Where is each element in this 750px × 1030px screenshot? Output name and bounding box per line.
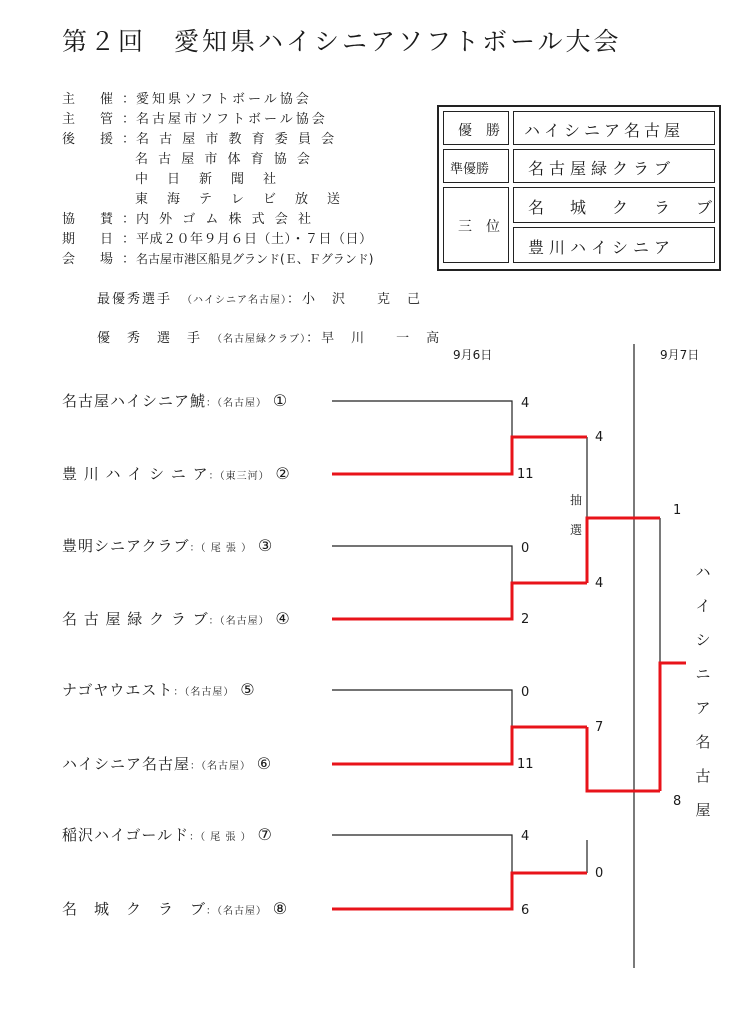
team-seed: ②	[275, 464, 291, 483]
score: 6	[521, 903, 530, 918]
team-region: ：（名古屋）	[190, 761, 252, 772]
team-name: ナゴヤウエスト	[62, 681, 174, 699]
score: 4	[521, 829, 530, 844]
score: 7	[595, 720, 604, 735]
bracket-line	[332, 690, 512, 727]
score: 4	[595, 576, 604, 591]
score: 4	[521, 396, 530, 411]
org-value: 名古屋市ソフトボール協会	[136, 112, 328, 127]
team-region: ：（ 尾 張 ）	[189, 832, 252, 843]
team-region: ：（東三河）	[208, 471, 270, 482]
score: 8	[673, 794, 682, 809]
team-row	[62, 898, 288, 919]
team-row	[62, 608, 291, 629]
score: 11	[517, 467, 534, 482]
score: 11	[517, 757, 534, 772]
team-row	[62, 463, 291, 484]
bracket-line	[332, 546, 512, 583]
third-label-cell: 三 位	[443, 187, 509, 263]
team-name: 名古屋ハイシニア鯱	[62, 392, 207, 410]
score: 0	[521, 685, 530, 700]
team-seed: ①	[272, 391, 289, 410]
date-day1: 9月6日	[453, 348, 493, 362]
organizer-row: 会 場 ：名古屋市港区船見グランド(Ｅ、Ｆグランド)	[62, 248, 373, 267]
score: 1	[673, 503, 682, 518]
runner-up-cell: 名古屋緑クラブ	[513, 149, 715, 183]
winner-path	[587, 518, 660, 583]
winner-path	[332, 727, 587, 764]
org-value: 愛知県ソフトボール協会	[136, 92, 312, 107]
winner-path	[332, 873, 587, 909]
organizer-row: 主 管 ：名古屋市ソフトボール協会	[62, 108, 328, 127]
excellent-player-row: 優 秀 選 手 （名古屋緑クラブ）：早 川 一 高	[97, 331, 442, 346]
champion-name-vertical: ハ イ シ ニ ア 名 古 屋	[695, 563, 711, 819]
team-region: ：（名古屋）	[208, 616, 270, 627]
org-key: 主 催	[62, 92, 120, 107]
org-value: 名古屋市港区船見グランド(Ｅ、Ｆグランド)	[136, 252, 374, 266]
team-row	[62, 824, 273, 845]
organizer-row: 協 賛 ：内 外 ゴ ム 株 式 会 社	[62, 208, 314, 227]
team-seed: ⑤	[240, 680, 256, 699]
score: 0	[521, 541, 530, 556]
team-row	[62, 390, 288, 411]
bracket-line	[332, 401, 512, 437]
third-cell: 名 城 ク ラ ブ	[513, 187, 715, 223]
page-title: 第２回 愛知県ハイシニアソフトボール大会	[62, 27, 622, 56]
team-region: ：（名古屋）	[173, 687, 235, 698]
team-row	[62, 679, 256, 700]
runner-up-label-cell: 準優勝	[443, 149, 509, 183]
winner-path	[660, 663, 686, 791]
team-region: ：（ 尾 張 ）	[189, 543, 253, 554]
team-seed: ③	[257, 536, 274, 555]
team-region: ：（名古屋）	[206, 398, 268, 409]
org-key: 会 場	[62, 252, 120, 267]
score: 0	[595, 866, 604, 881]
team-seed: ⑧	[272, 899, 289, 918]
org-key: 協 賛	[62, 212, 120, 227]
org-key: 期 日	[62, 232, 120, 247]
winner-cell: ハイシニア名古屋	[513, 111, 715, 145]
third-cell: 豊川ハイシニア	[513, 227, 715, 263]
team-row	[62, 753, 272, 774]
score: 2	[521, 612, 530, 627]
organizer-row: 主 催 ：愛知県ソフトボール協会	[62, 88, 312, 107]
org-value: 中 日 新 聞 社	[135, 172, 280, 187]
org-value: 名 古 屋 市 体 育 協 会	[135, 152, 313, 167]
winner-label-cell: 優 勝	[443, 111, 509, 145]
team-seed: ④	[275, 609, 291, 628]
team-row	[62, 535, 273, 556]
team-name: 豊 川 ハ イ シ ニ ア	[62, 465, 209, 483]
team-seed: ⑦	[257, 825, 273, 844]
date-day2: 9月7日	[660, 348, 700, 362]
org-value: 内 外 ゴ ム 株 式 会 社	[136, 212, 314, 227]
team-name: 名 古 屋 緑 ク ラ ブ	[62, 610, 209, 628]
score: 4	[595, 430, 604, 445]
organizer-row: 期 日 ：平成２０年９月６日（土）・７日（日）	[62, 228, 373, 247]
team-name: 名 城 ク ラ ブ	[62, 900, 207, 918]
org-value: 平成２０年９月６日（土）・７日（日）	[136, 232, 373, 247]
bracket-line	[332, 835, 512, 873]
organizer-row: 後 援 ：名 古 屋 市 教 育 委 員 会	[62, 128, 337, 147]
team-name: 豊明シニアクラブ	[62, 537, 190, 555]
org-value: 名 古 屋 市 教 育 委 員 会	[136, 132, 338, 147]
winner-path	[332, 583, 587, 619]
team-seed: ⑥	[256, 754, 273, 773]
org-key: 後 援	[62, 132, 120, 147]
mvp-row: 最優秀選手 （ハイシニア名古屋）：小 沢 克 己	[97, 292, 423, 307]
team-name: ハイシニア名古屋	[62, 755, 191, 773]
team-region: ：（名古屋）	[206, 906, 268, 917]
winner-path	[332, 437, 587, 474]
org-key: 主 管	[62, 112, 120, 127]
team-name: 稲沢ハイゴールド	[62, 826, 190, 844]
winner-path	[587, 727, 660, 791]
org-value: 東 海 テ レ ビ 放 送	[135, 192, 344, 207]
lottery-label: 抽 選	[569, 493, 582, 537]
